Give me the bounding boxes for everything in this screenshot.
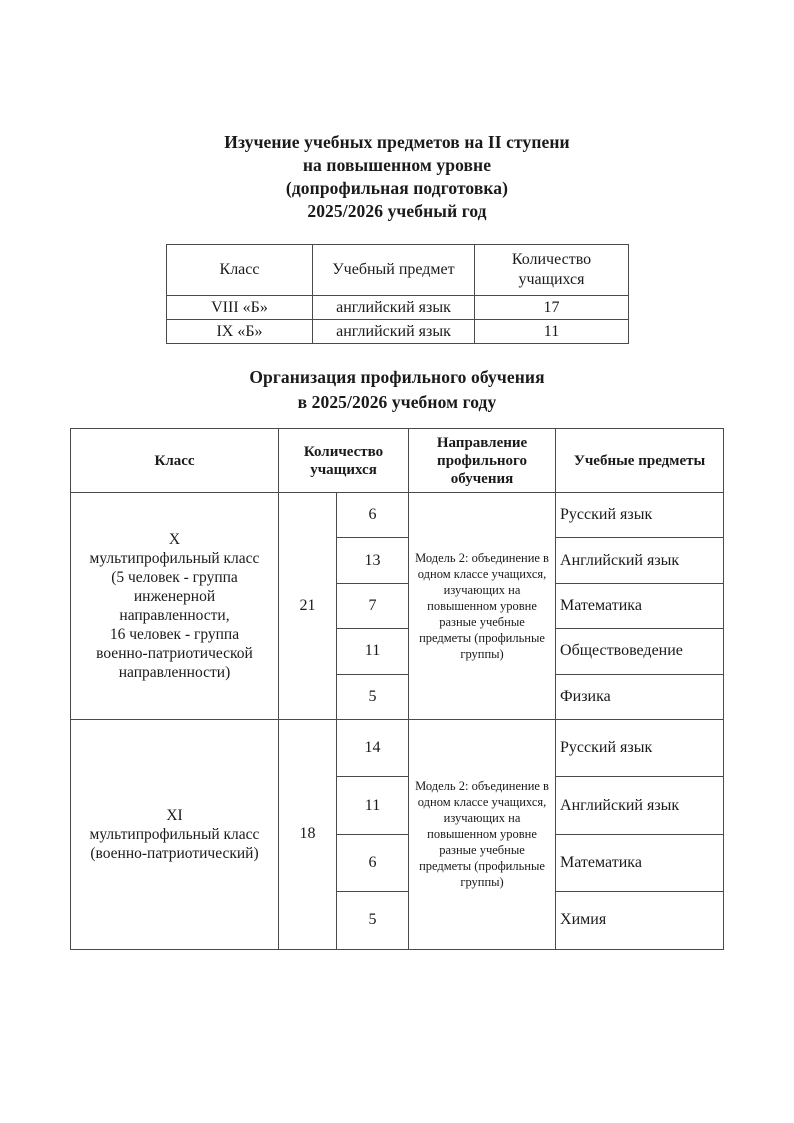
class-line: военно-патриотической: [96, 644, 253, 662]
class-line: направленности,: [119, 606, 230, 624]
cell-group-count: 6: [337, 493, 409, 538]
cell-class-xi: [71, 719, 279, 949]
cell-direction-x: Модель 2: объединение в одном классе учащихся, изучающих на повышенном уровне разные учебные предметы (профильные группы): [409, 493, 556, 720]
class-line: XI: [166, 806, 183, 824]
table-row: [167, 296, 629, 320]
cell-subject: Химия: [556, 892, 724, 949]
cell-direction-xi: Модель 2: объединение в одном классе учащихся, изучающих на повышенном уровне разные учебные предметы (профильные группы): [409, 719, 556, 949]
cell-subject: Обществоведение: [556, 629, 724, 674]
column-header-direction: Направление профильного обучения: [409, 429, 556, 493]
cell-group-count: 5: [337, 674, 409, 719]
cell-total-count-xi: 18: [279, 719, 337, 949]
class-line: мультипрофильный класс: [89, 825, 260, 843]
heading-profile-organization: [0, 365, 794, 415]
table-row: [71, 493, 724, 538]
cell-group-count: 11: [337, 777, 409, 834]
cell-class: VIII «Б»: [167, 296, 313, 320]
class-line: мультипрофильный класс: [89, 549, 260, 567]
table-header-row: [167, 245, 629, 296]
class-line: X: [168, 530, 181, 548]
cell-group-count: 7: [337, 583, 409, 628]
column-header-count: Количество учащихся: [279, 429, 409, 493]
table-header-row: [71, 429, 724, 493]
column-header-class: Класс: [71, 429, 279, 493]
cell-group-count: 11: [337, 629, 409, 674]
cell-subject: Математика: [556, 583, 724, 628]
table-row: [167, 320, 629, 344]
cell-class-x: [71, 493, 279, 720]
class-line: (военно-патриотический): [90, 844, 259, 862]
column-header-class: Класс: [167, 245, 313, 296]
heading-line: в 2025/2026 учебном году: [297, 392, 497, 412]
heading-line: Организация профильного обучения: [249, 367, 545, 387]
class-line: инженерной: [133, 587, 216, 605]
cell-subject: английский язык: [313, 320, 475, 344]
cell-group-count: 5: [337, 892, 409, 949]
column-header-subjects: Учебные предметы: [556, 429, 724, 493]
heading-line: 2025/2026 учебный год: [307, 201, 487, 221]
cell-group-count: 14: [337, 719, 409, 776]
cell-subject: английский язык: [313, 296, 475, 320]
heading-study-subjects: [0, 131, 794, 223]
heading-line: на повышенном уровне: [302, 155, 492, 175]
cell-class: IX «Б»: [167, 320, 313, 344]
cell-subject: Английский язык: [556, 777, 724, 834]
cell-group-count: 13: [337, 538, 409, 583]
table-profile-organization: [70, 428, 724, 950]
cell-subject: Русский язык: [556, 719, 724, 776]
cell-subject: Русский язык: [556, 493, 724, 538]
class-line: направленности): [118, 663, 231, 681]
table-preprofile-subjects: [166, 244, 629, 344]
cell-subject: Математика: [556, 834, 724, 891]
column-header-count: Количество учащихся: [475, 245, 629, 296]
cell-count: 17: [475, 296, 629, 320]
cell-group-count: 6: [337, 834, 409, 891]
column-header-subject: Учебный предмет: [313, 245, 475, 296]
cell-subject: Английский язык: [556, 538, 724, 583]
class-line: (5 человек - группа: [111, 568, 238, 586]
cell-total-count-x: 21: [279, 493, 337, 720]
heading-line: Изучение учебных предметов на II ступени: [224, 132, 570, 152]
heading-line: (допрофильная подготовка): [285, 178, 509, 198]
cell-count: 11: [475, 320, 629, 344]
cell-subject: Физика: [556, 674, 724, 719]
table-row: [71, 719, 724, 776]
class-line: 16 человек - группа: [109, 625, 240, 643]
